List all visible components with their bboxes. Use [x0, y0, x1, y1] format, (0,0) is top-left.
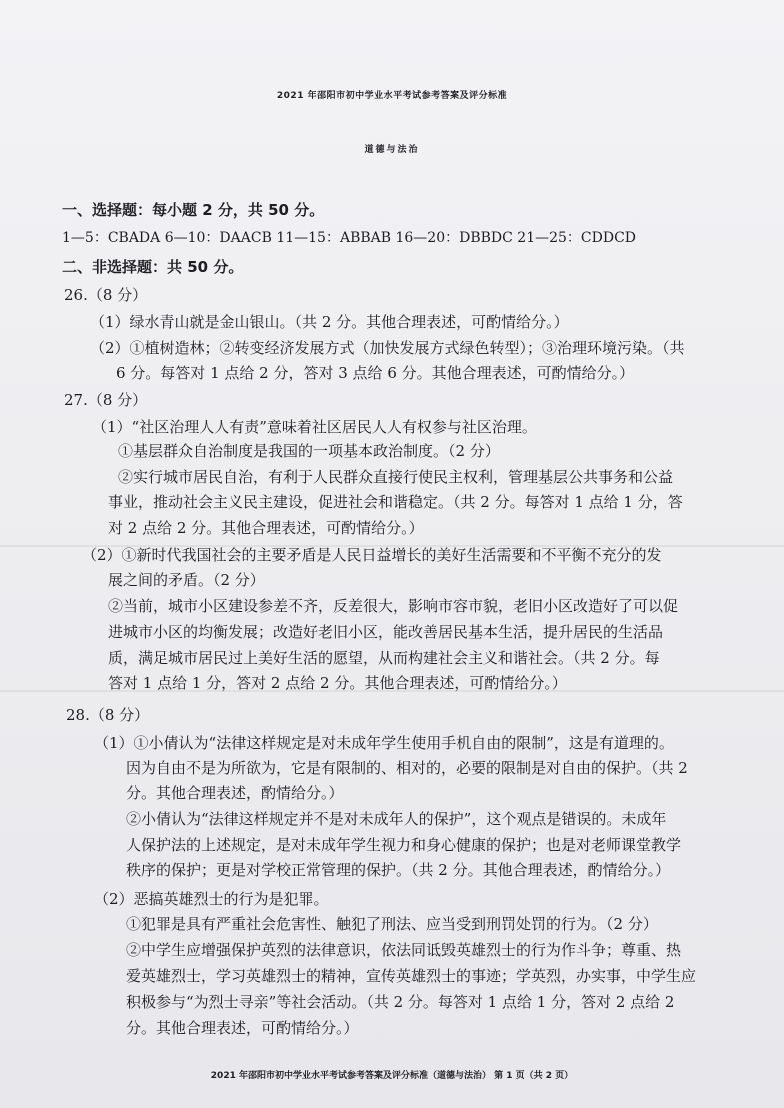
answer-line: ②实行城市居民自治，有利于人民群众直接行使民主权利，管理基层公共事务和公益: [118, 468, 674, 486]
question-number: 26.（8 分）: [64, 286, 148, 304]
subject-title: 道德与法治: [364, 145, 420, 155]
answer-line: 分。其他合理表述，可酌情给分。）: [126, 1019, 359, 1037]
answer-line: ②当前，城市小区建设参差不齐，反差很大，影响市容市貌，老旧小区改造好了可以促: [108, 597, 679, 615]
answer-line: 对 2 点给 2 分。其他合理表述，可酌情给分。）: [108, 519, 424, 537]
answer-line: 积极参与“为烈士寻亲”等社会活动。（共 2 分。每答对 1 点给 1 分，答对 2 点给 2: [126, 993, 675, 1011]
answer-line: 答对 1 点给 1 分，答对 2 点给 2 分。其他合理表述，可酌情给分。）: [108, 674, 567, 692]
answer-line: ①犯罪是具有严重社会危害性、触犯了刑法、应当受到刑罚处罚的行为。（2 分）: [126, 915, 658, 933]
answer-line: 因为自由不是为所欲为，它是有限制的、相对的，必要的限制是对自由的保护。（共 2: [126, 759, 688, 777]
answer-line: 展之间的矛盾。（2 分）: [108, 571, 265, 589]
answer-line: （2）恶搞英雄烈士的行为是犯罪。: [94, 890, 329, 908]
answer-line: （2）①新时代我国社会的主要矛盾是人民日益增长的美好生活需要和不平衡不充分的发: [82, 546, 662, 564]
question-number: 28.（8 分）: [66, 706, 150, 724]
answer-line: ②中学生应增强保护英烈的法律意识，依法同诋毁英雄烈士的行为作斗争；尊重、热: [126, 941, 682, 959]
mc-answers: 1—5：CBADA 6—10：DAACB 11—15：ABBAB 16—20：DBBDC 21—25：CDDCD: [62, 230, 637, 246]
question-number: 27.（8 分）: [64, 391, 148, 409]
section-heading: 二、非选择题：共 50 分。: [62, 258, 244, 276]
answer-line: （1）①小倩认为“法律这样规定是对未成年学生使用手机自由的限制”，这是有道理的。: [94, 734, 674, 752]
answer-line: 爱英雄烈士，学习英雄烈士的精神，宣传英雄烈士的事迹；学英烈，办实事，中学生应: [126, 967, 697, 985]
answer-line: （1）绿水青山就是金山银山。（共 2 分。其他合理表述，可酌情给分。）: [90, 313, 569, 331]
answer-line: 质，满足城市居民过上美好生活的愿望，从而构建社会主义和谐社会。（共 2 分。每: [108, 649, 660, 667]
answer-line: ②小倩认为“法律这样规定并不是对未成年人的保护”，这个观点是错误的。未成年: [126, 810, 667, 828]
answer-line: 人保护法的上述规定，是对未成年学生视力和身心健康的保护；也是对老师课堂教学: [126, 836, 682, 854]
section-heading: 一、选择题：每小题 2 分，共 50 分。: [62, 201, 325, 219]
answer-line: 秩序的保护；更是对学校正常管理的保护。（共 2 分。其他合理表述，酌情给分。）: [126, 861, 671, 879]
answer-line: ①基层群众自治制度是我国的一项基本政治制度。（2 分）: [118, 442, 500, 460]
answer-line: 事业，推动社会主义民主建设，促进社会和谐稳定。（共 2 分。每答对 1 点给 1 分，答: [108, 493, 683, 511]
answer-line: （2）①植树造林；②转变经济发展方式（加快发展方式绿色转型）；③治理环境污染。（共: [90, 339, 685, 357]
answer-line: （1）“社区治理人人有责”意味着社区居民人人有权参与社区治理。: [92, 418, 537, 436]
page-footer: 2021 年邵阳市初中学业水平考试参考答案及评分标准（道德与法治） 第 1 页（共 2 页）: [210, 1071, 574, 1081]
answer-line: 分。其他合理表述，酌情给分。）: [126, 784, 344, 802]
document-title: 2021 年邵阳市初中学业水平考试参考答案及评分标准: [276, 91, 508, 101]
answer-line: 进城市小区的均衡发展；改造好老旧小区，能改善居民基本生活，提升居民的生活品: [108, 623, 664, 641]
answer-line: 6 分。每答对 1 点给 2 分，答对 3 点给 6 分。其他合理表述，可酌情给分。）: [116, 364, 635, 382]
